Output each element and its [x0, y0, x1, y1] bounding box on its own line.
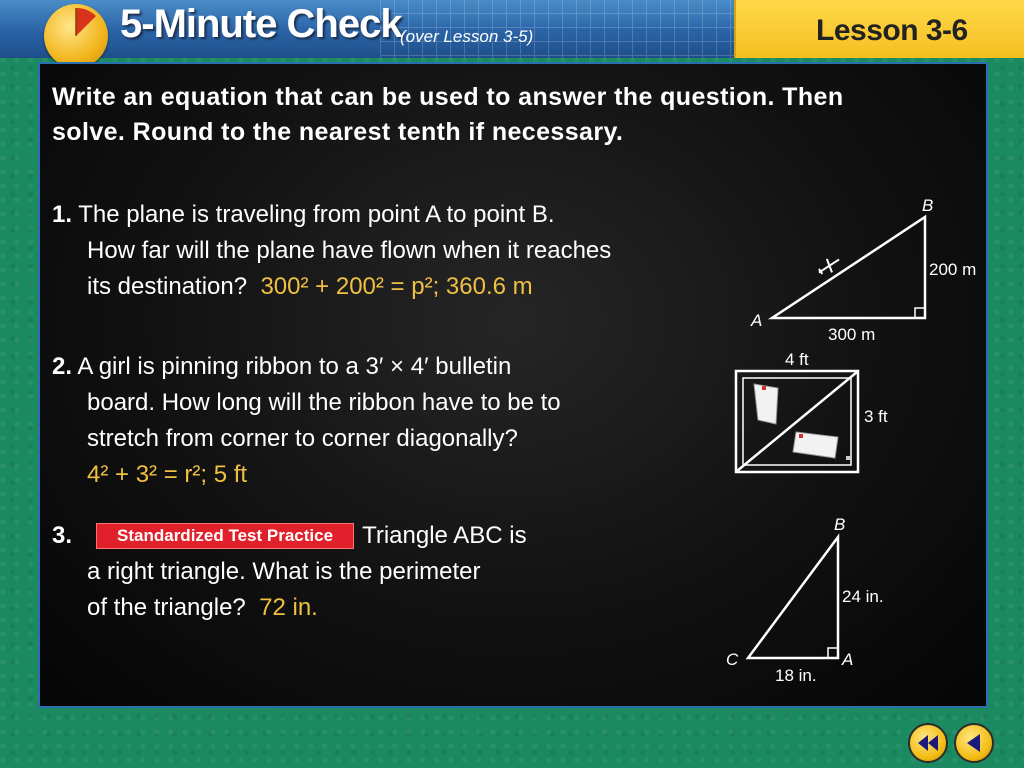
question-1	[52, 197, 772, 305]
question-text: How far will the plane have flown when it reaches	[87, 237, 612, 264]
question-number: 2.	[52, 353, 73, 380]
question-2	[52, 349, 732, 493]
back-to-start-button[interactable]	[908, 723, 948, 763]
question-text: A girl is pinning ribbon to a 3′ × 4′ bulletin	[77, 353, 512, 380]
question-text: of the triangle?	[87, 594, 246, 621]
lesson-label: Lesson 3-6	[816, 14, 968, 47]
question-number: 1.	[52, 201, 73, 228]
side-label: 300 m	[828, 325, 876, 344]
back-button[interactable]	[954, 723, 994, 763]
question-text: a right triangle. What is the perimeter	[87, 558, 481, 585]
side-label: 4 ft	[785, 350, 809, 369]
question-text: stretch from corner to corner diagonally?	[87, 425, 518, 452]
question-number: 3.	[52, 522, 73, 549]
clock-icon	[44, 4, 108, 68]
instructions-text: Write an equation that can be used to answer the question. Then solve. Round to the nearest tenth if necessary.	[52, 83, 844, 146]
vertex-label: B	[834, 515, 846, 534]
vertex-label: A	[842, 650, 854, 669]
page-subtitle: (over Lesson 3-5)	[400, 27, 534, 46]
page-title: 5-Minute Check	[120, 2, 402, 46]
question-text: its destination?	[87, 273, 248, 300]
question-text: board. How long will the ribbon have to be to	[87, 389, 561, 416]
answer-text: 300² + 200² = p²; 360.6 m	[260, 273, 533, 300]
lesson-tab	[734, 0, 1024, 58]
side-label: 200 m	[929, 260, 977, 279]
answer-text: 4² + 3² = r²; 5 ft	[87, 461, 248, 488]
vertex-label: B	[922, 196, 934, 215]
answer-text: 72 in.	[259, 594, 318, 621]
side-label: 24 in.	[842, 587, 884, 606]
side-label: 3 ft	[864, 407, 888, 426]
vertex-label: A	[751, 311, 763, 330]
side-label: 18 in.	[775, 666, 817, 685]
question-3	[52, 518, 672, 626]
standardized-test-badge: Standardized Test Practice	[96, 523, 354, 549]
double-rewind-icon	[910, 725, 946, 761]
vertex-label: C	[726, 650, 739, 669]
back-arrow-icon	[956, 725, 992, 761]
question-text: Triangle ABC is	[362, 522, 527, 549]
question-text: The plane is traveling from point A to point B.	[78, 201, 555, 228]
